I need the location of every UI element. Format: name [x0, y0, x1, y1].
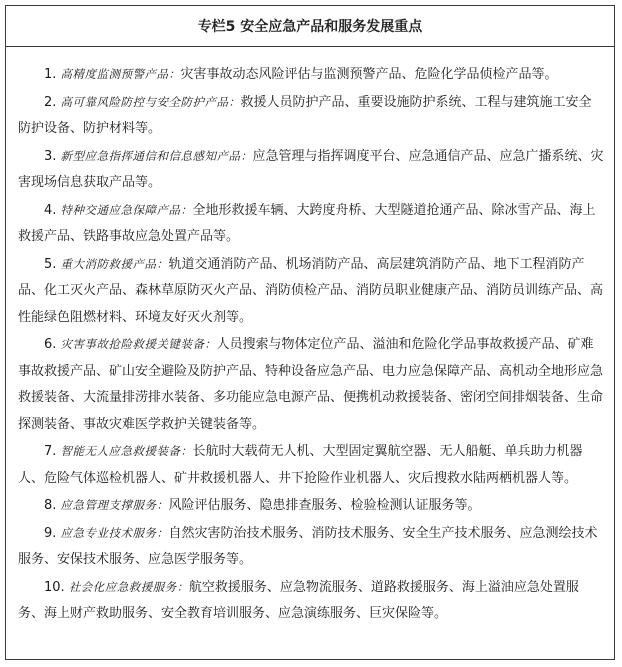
item-label: 高精度监测预警产品： [60, 67, 181, 81]
list-item [18, 251, 604, 332]
box-body [6, 47, 614, 628]
item-number: 5. [44, 256, 61, 272]
item-number: 4. [44, 202, 61, 218]
item-text: 灾害事故动态风险评估与监测预警产品、危险化学品侦检产品等。 [180, 67, 558, 82]
item-number: 8. [44, 498, 61, 513]
list-item [18, 331, 604, 438]
item-number: 3. [44, 148, 61, 164]
item-text: 自然灾害防治技术服务、消防技术服务、安全生产技术服务、应急测绘技术服务、安保技术服务、应急医学服务等。 [18, 525, 598, 567]
item-number: 10. [44, 579, 69, 595]
item-text: 救援人员防护产品、重要设施防护系统、工程与建筑施工安全防护设备、防护材料等。 [18, 94, 592, 136]
list-item [18, 520, 604, 574]
list-item [18, 89, 604, 143]
item-number: 1. [44, 67, 61, 82]
item-text: 航空救援服务、应急物流服务、道路救援服务、海上溢油应急处置服务、海上财产救助服务、安全教育培训服务、应急演练服务、巨灾保险等。 [18, 579, 579, 621]
item-text: 人员搜索与物体定位产品、溢油和危险化学品事故救援产品、矿难事故救援产品、矿山安全避险及防护产品、特种设备应急产品、电力应急保障产品、高机动全地形应急救援装备、大流量排涝排水装备、多功能应急电源产品、便携机动救援装备、密闭空间排烟装备、生命探测装备、事故灾难医学救护关键装备等。 [18, 337, 604, 432]
item-label: 应急管理支撑服务： [60, 498, 169, 512]
feature-box [5, 5, 615, 660]
list-item [18, 197, 604, 251]
item-label: 重大消防救援产品： [60, 256, 169, 271]
list-item [18, 574, 604, 628]
list-item [18, 438, 604, 492]
list-item [18, 61, 604, 89]
item-text: 长航时大载荷无人机、大型固定翼航空器、无人船艇、单兵助力机器人、危险气体巡检机器人、矿井救援机器人、井下抢险作业机器人、灾后搜救水陆两栖机器人等。 [18, 444, 583, 486]
item-label: 新型应急指挥通信和信息感知产品： [60, 148, 253, 163]
box-title: 专栏5 安全应急产品和服务发展重点 [6, 6, 614, 47]
list-item [18, 492, 604, 520]
item-number: 9. [44, 525, 61, 541]
item-label: 社会化应急救援服务： [68, 579, 189, 594]
item-label: 应急专业技术服务： [60, 525, 169, 540]
item-number: 2. [44, 94, 61, 110]
item-number: 6. [44, 337, 61, 352]
item-text: 轨道交通消防产品、机场消防产品、高层建筑消防产品、地下工程消防产品、化工灭火产品、森林草原防灭火产品、消防侦检产品、消防员职业健康产品、消防员训练产品、高性能绿色阻燃材料、环境友好灭火剂等。 [18, 256, 604, 325]
item-text: 风险评估服务、隐患排查服务、检验检测认证服务等。 [168, 498, 481, 513]
item-number: 7. [44, 444, 61, 459]
item-label: 特种交通应急保障产品： [60, 202, 193, 217]
item-text: 应急管理与指挥调度平台、应急通信产品、应急广播系统、灾害现场信息获取产品等。 [18, 148, 604, 190]
item-label: 高可靠风险防控与安全防护产品： [60, 94, 241, 109]
item-label: 智能无人应急救援装备： [60, 444, 193, 458]
list-item [18, 143, 604, 197]
item-label: 灾害事故抢险救援关键装备： [60, 337, 217, 351]
item-text: 全地形救援车辆、大跨度舟桥、大型隧道抢通产品、除冰雪产品、海上救援产品、铁路事故应急处置产品等。 [18, 202, 596, 244]
